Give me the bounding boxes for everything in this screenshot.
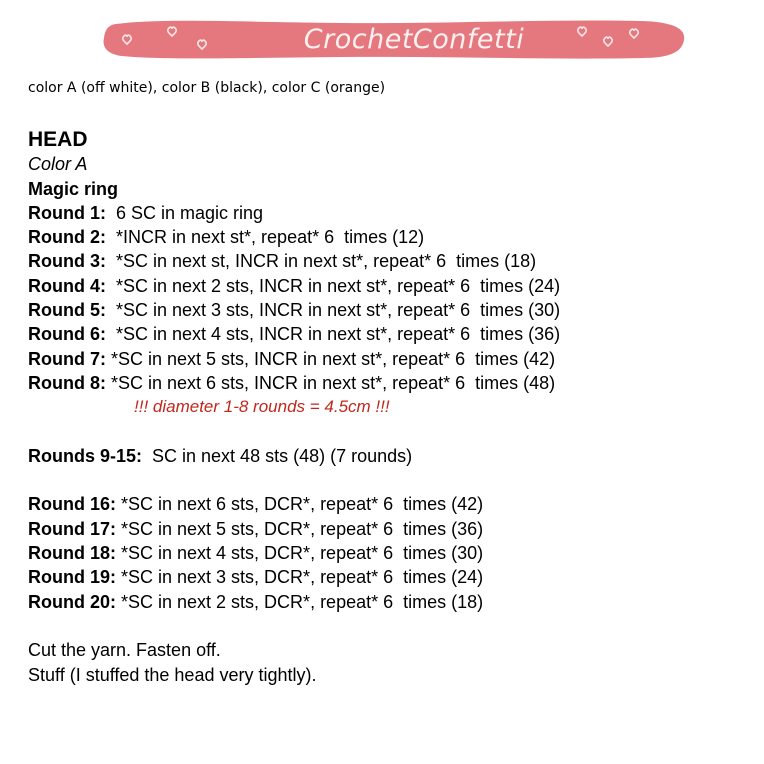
round-label: Round 8: (28, 372, 106, 393)
banner-title: CrochetConfetti (303, 23, 525, 55)
round-line (28, 517, 560, 541)
round-line (28, 541, 560, 565)
round-label: Round 17: (28, 518, 116, 539)
round-label: Round 16: (28, 494, 116, 515)
spacer (28, 614, 560, 638)
round-line (28, 322, 560, 346)
round-text: *SC in next 2 sts, INCR in next st*, repeat* 6 times (24) (106, 275, 561, 296)
round-text: SC in next 48 sts (48) (7 rounds) (142, 445, 413, 466)
round-line (28, 249, 560, 273)
color-label: Color A (28, 154, 88, 175)
magic-ring-label: Magic ring (28, 178, 119, 199)
round-text: *SC in next 6 sts, DCR*, repeat* 6 times (42) (116, 494, 484, 515)
round-text: *SC in next 3 sts, DCR*, repeat* 6 times (24) (116, 567, 484, 588)
round-text: 6 SC in magic ring (106, 202, 264, 223)
round-label: Round 2: (28, 227, 106, 248)
section-heading: HEAD (28, 128, 88, 151)
banner (102, 16, 686, 62)
round-line (28, 347, 560, 371)
colors-line: color A (off white), color B (black), color C (orange) (28, 80, 386, 96)
round-line (28, 201, 560, 225)
round-text: *SC in next 2 sts, DCR*, repeat* 6 times (18) (116, 591, 484, 612)
diameter-note: !!! diameter 1-8 rounds = 4.5cm !!! (134, 397, 390, 417)
round-label: Round 4: (28, 275, 106, 296)
round-line (28, 274, 560, 298)
round-line (28, 298, 560, 322)
round-text: *SC in next 6 sts, INCR in next st*, repeat* 6 times (48) (106, 372, 556, 393)
round-text: *SC in next 5 sts, DCR*, repeat* 6 times (36) (116, 518, 484, 539)
round-label: Round 6: (28, 324, 106, 345)
round-text: *SC in next 4 sts, INCR in next st*, repeat* 6 times (36) (106, 324, 561, 345)
round-label: Round 20: (28, 591, 116, 612)
round-text: *SC in next 4 sts, DCR*, repeat* 6 times (30) (116, 543, 484, 564)
round-label: Round 18: (28, 543, 116, 564)
finish-line: Stuff (I stuffed the head very tightly). (28, 664, 317, 685)
round-line (28, 371, 560, 395)
round-line (28, 590, 560, 614)
round-label: Rounds 9-15: (28, 445, 143, 466)
round-label: Round 7: (28, 348, 106, 369)
pattern-body (28, 128, 560, 687)
round-line (28, 492, 560, 516)
spacer (28, 468, 560, 492)
round-text: *SC in next 5 sts, INCR in next st*, repeat* 6 times (42) (106, 348, 556, 369)
round-line (28, 444, 560, 468)
round-text: *SC in next 3 sts, INCR in next st*, repeat* 6 times (30) (106, 300, 561, 321)
round-label: Round 3: (28, 251, 106, 272)
spacer (28, 420, 560, 444)
round-label: Round 19: (28, 567, 116, 588)
round-text: *INCR in next st*, repeat* 6 times (12) (106, 227, 425, 248)
round-line (28, 225, 560, 249)
round-label: Round 5: (28, 300, 106, 321)
round-text: *SC in next st, INCR in next st*, repeat* 6 times (18) (106, 251, 537, 272)
round-label: Round 1: (28, 202, 106, 223)
finish-line: Cut the yarn. Fasten off. (28, 640, 221, 661)
round-line (28, 565, 560, 589)
